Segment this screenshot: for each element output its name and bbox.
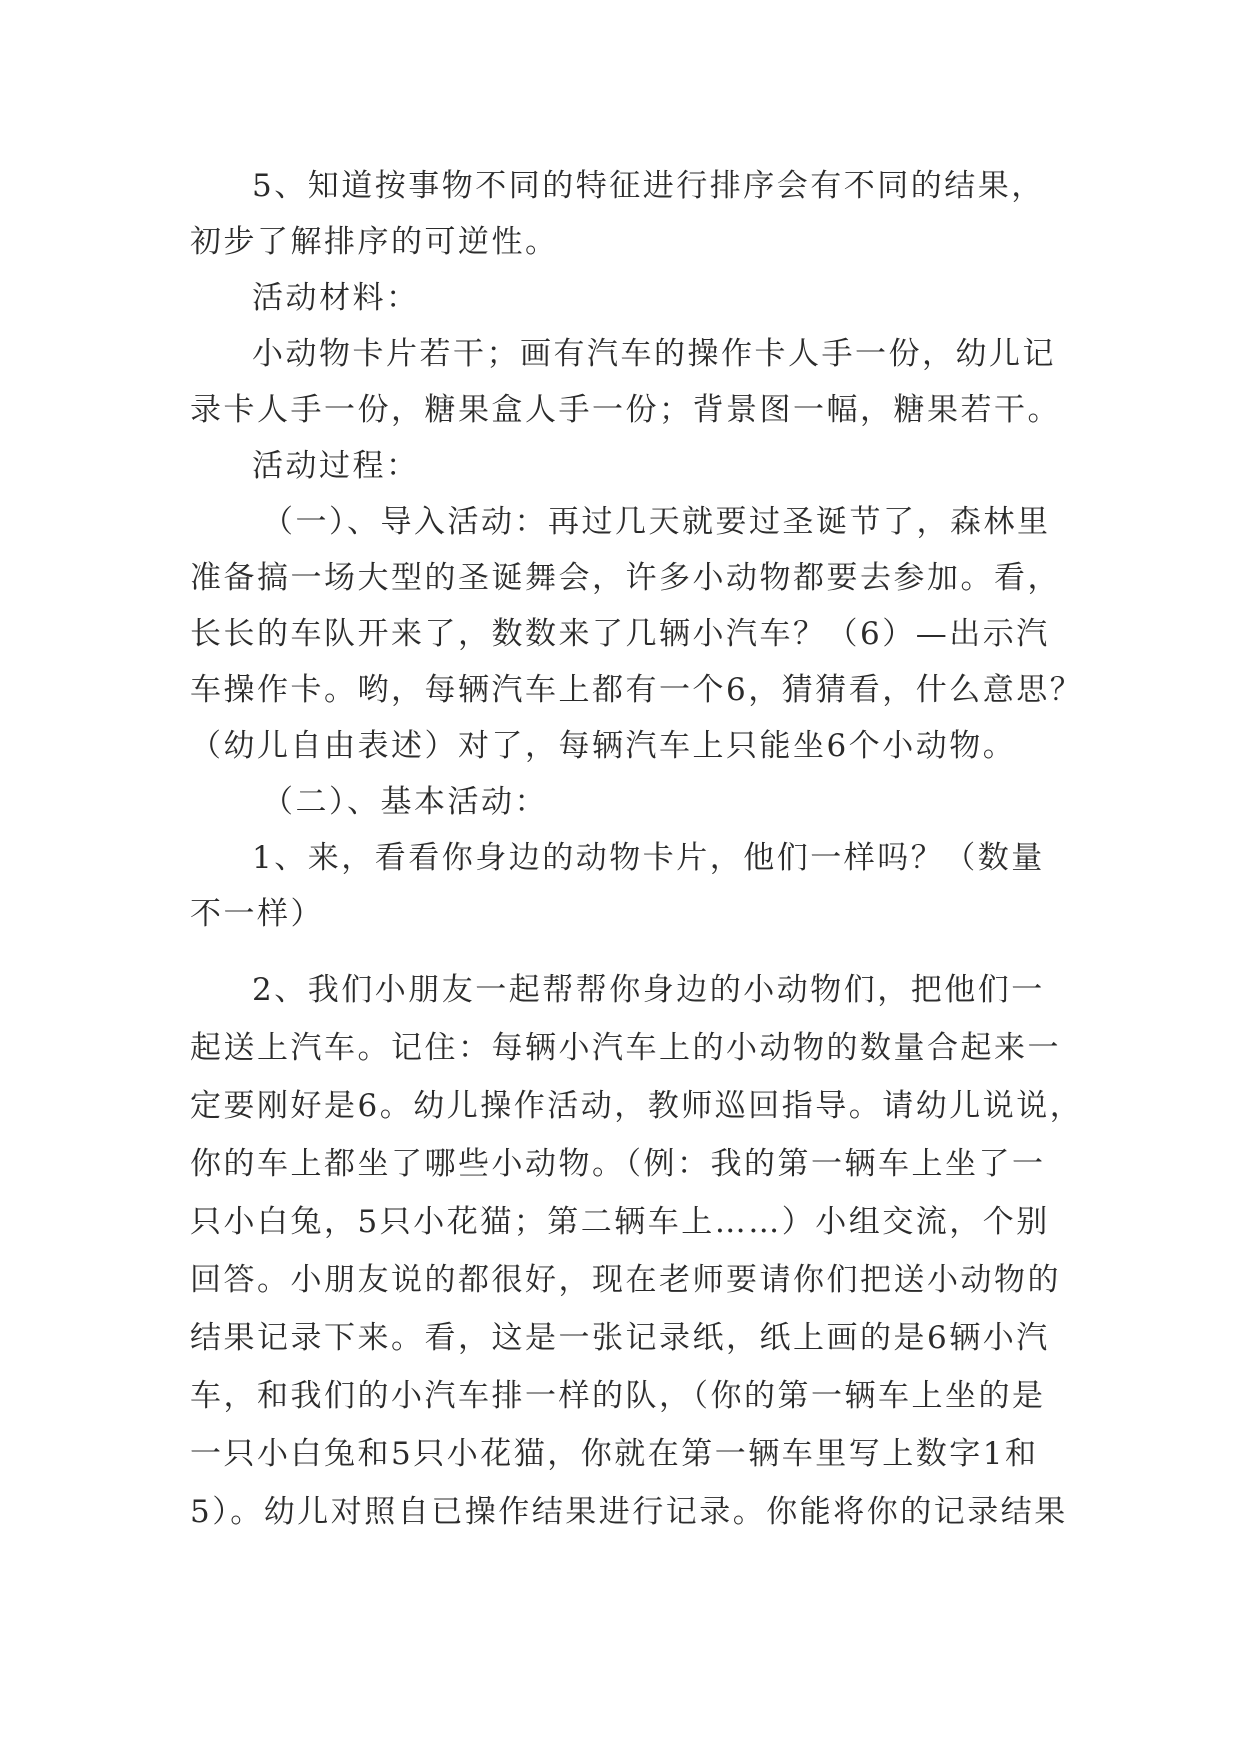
text-line: 起送上汽车。记住：每辆小汽车上的小动物的数量合起来一 [190, 1030, 1061, 1066]
text-line: 只小白兔，5只小花猫；第二辆车上……）小组交流，个别 [190, 1204, 1050, 1240]
text-line: 5）。幼儿对照自已操作结果进行记录。你能将你的记录结果 [190, 1494, 1068, 1530]
text-line: 准备搞一场大型的圣诞舞会，许多小动物都要去参加。看， [190, 560, 1061, 596]
text-line: 不一样） [190, 896, 324, 932]
section-heading: 活动过程： [252, 448, 420, 484]
text-line: 2、我们小朋友一起帮帮你身边的小动物们，把他们一 [252, 972, 1045, 1008]
text-line: 1、来，看看你身边的动物卡片，他们一样吗？（数量 [252, 840, 1045, 876]
text-line: 车，和我们的小汽车排一样的队，（你的第一辆车上坐的是 [190, 1378, 1046, 1414]
text-line: 结果记录下来。看，这是一张记录纸，纸上画的是6辆小汽 [190, 1320, 1050, 1356]
text-line: 小动物卡片若干；画有汽车的操作卡人手一份，幼儿记 [252, 336, 1056, 372]
text-line: 长长的车队开来了，数数来了几辆小汽车？（6）—出示汽 [190, 616, 1050, 652]
text-line: 初步了解排序的可逆性。 [190, 224, 559, 260]
text-line: 定要刚好是6。幼儿操作活动，教师巡回指导。请幼儿说说， [190, 1088, 1084, 1124]
text-line: （一）、导入活动：再过几天就要过圣诞节了，森林里 [262, 504, 1051, 540]
text-line: 车操作卡。哟，每辆汽车上都有一个6，猜猜看，什么意思？ [190, 672, 1084, 708]
text-line: 你的车上都坐了哪些小动物。（例：我的第一辆车上坐了一 [190, 1146, 1046, 1182]
text-line: 一只小白兔和5只小花猫，你就在第一辆车里写上数字1和 [190, 1436, 1039, 1472]
text-line: 录卡人手一份，糖果盒人手一份；背景图一幅，糖果若干。 [190, 392, 1061, 428]
text-line: （幼儿自由表述）对了，每辆汽车上只能坐6个小动物。 [190, 728, 1017, 764]
section-heading: 活动材料： [252, 280, 420, 316]
text-line: 回答。小朋友说的都很好，现在老师要请你们把送小动物的 [190, 1262, 1061, 1298]
section-heading: （二）、基本活动： [262, 784, 548, 820]
text-line: 5、知道按事物不同的特征进行排序会有不同的结果， [252, 168, 1045, 204]
